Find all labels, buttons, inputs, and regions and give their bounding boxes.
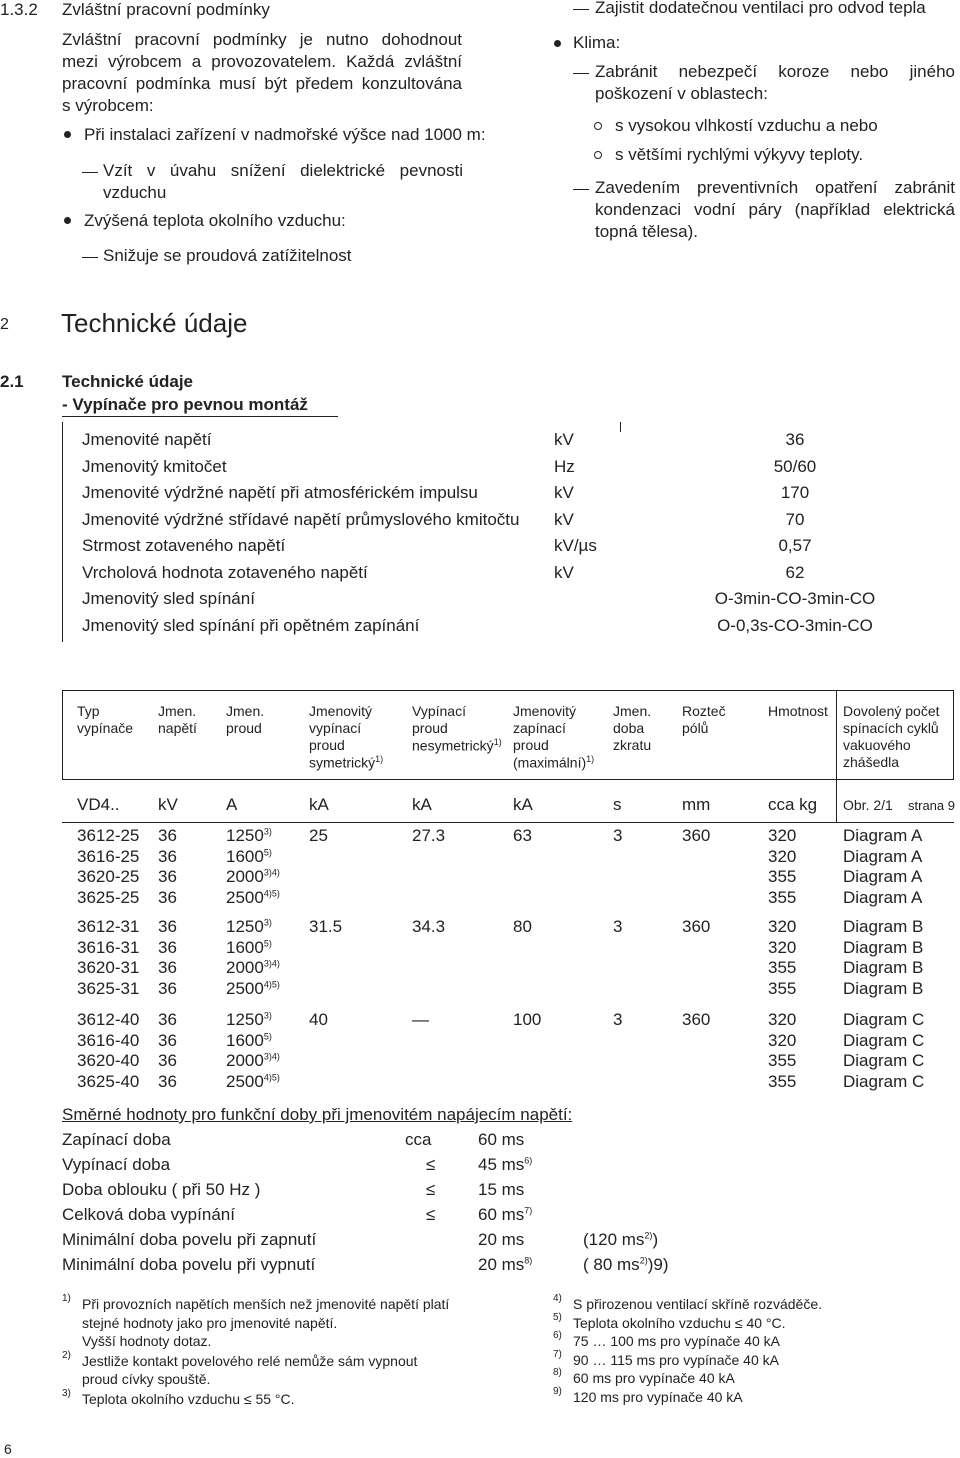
rating-value: O-0,3s-CO-3min-CO — [717, 615, 873, 635]
footnote-ref: 3) — [263, 826, 272, 837]
header-cell: Jmenovitý — [309, 703, 373, 719]
cell-type: 3616-40 — [77, 1030, 140, 1050]
cell-mass: 320 — [768, 937, 797, 957]
cell-mass: 320 — [768, 1010, 797, 1029]
header-cell: Hmotnost — [768, 703, 828, 719]
rating-value: 62 — [785, 562, 805, 582]
cell-type: 3625-40 — [77, 1071, 140, 1091]
rating-unit: kV — [554, 483, 574, 502]
unit-cell: s — [613, 795, 622, 814]
dash-mark — [573, 189, 589, 190]
rating-unit: kV — [554, 562, 574, 582]
cell-pole-pitch: 360 — [682, 1010, 711, 1029]
cell-diagram: Diagram B — [843, 958, 924, 977]
cell-type: 3620-31 — [77, 958, 140, 977]
cell-mass: 355 — [768, 887, 797, 907]
circle-text: s většími rychlými výkyvy teploty. — [615, 145, 864, 164]
footnote-ref: 3) — [263, 1010, 272, 1021]
cell-diagram: Diagram A — [843, 867, 923, 886]
rating-value: 70 — [785, 509, 805, 529]
unit-cell: kA — [309, 795, 329, 814]
dash-mark — [82, 172, 98, 173]
header-cell: zapínací — [513, 720, 566, 736]
footnote-text: Teplota okolního vzduchu ≤ 55 °C. — [82, 1390, 295, 1407]
rating-value: 0,57 — [778, 536, 812, 555]
footnote-ref: 3) — [263, 917, 272, 928]
unit-cell: A — [226, 795, 238, 814]
timing-label: Vypínací doba — [62, 1155, 171, 1174]
timing-value: 20 ms — [478, 1230, 525, 1249]
timing-extra: ( 80 $ms^{2)})9$) — [583, 1255, 669, 1274]
cell-diagram: Diagram A — [843, 887, 923, 907]
cell-type: 3616-25 — [77, 846, 140, 866]
header-cell: zhášedla — [843, 754, 900, 770]
header-cell: symetrický$^{1)}$ — [309, 754, 384, 771]
footnote-ref: 3)4) — [263, 958, 280, 969]
rating-label: Strmost zotaveného napětí — [82, 536, 286, 555]
header-cell: doba — [613, 720, 645, 736]
footnote-ref: 4)5) — [263, 1071, 280, 1082]
section-subtitle: - Vypínače pro pevnou montáž — [62, 395, 308, 414]
timing-value: 45 $ms^{6)}$ — [478, 1155, 533, 1174]
footnote-ref: 5) — [263, 937, 272, 948]
cell-amp: 1600$^{5)}$ — [226, 937, 272, 957]
circle-bullet — [594, 122, 602, 130]
intro-line: pracovní podmínka musí být předem konzultována — [62, 74, 462, 93]
header-cell: proud — [309, 737, 345, 753]
cell-amp: 1250$^{3)}$ — [226, 826, 272, 845]
cell-kv: 36 — [158, 937, 177, 957]
footnote-text: S přirozenou ventilací skříně rozváděče. — [573, 1296, 823, 1312]
cell-mass: 320 — [768, 1030, 797, 1050]
cell-pole-pitch: 360 — [682, 826, 711, 845]
dash-text: Snižuje se proudová zatížitelnost — [103, 246, 352, 265]
header-cell: pólů — [682, 720, 709, 736]
dash-text: topná tělesa). — [595, 222, 699, 241]
bullet-text: Při instalaci zařízení v nadmořské výšce nad 1000 m: — [84, 125, 486, 144]
dash-text: Vzít v úvahu snížení dielektrické pevnosti — [103, 161, 463, 180]
cell-duration: 3 — [613, 826, 623, 845]
cell-kv: 36 — [158, 1030, 177, 1050]
dash-text: poškození v oblastech: — [595, 84, 768, 103]
cell-kv: 36 — [158, 1071, 177, 1091]
dash-mark — [82, 257, 98, 258]
section-number: 2 — [0, 316, 9, 333]
table-header-bottom — [62, 779, 954, 780]
dash-mark — [573, 73, 589, 74]
cell-amp: 1250$^{3)}$ — [226, 1010, 272, 1029]
cell-amp: $2500^{4)5)}$ — [226, 887, 280, 907]
header-cell: Jmenovitý — [513, 703, 577, 719]
header-cell: Jmen. — [226, 703, 265, 719]
footnote-text: Vyšší hodnoty dotaz. — [82, 1333, 212, 1349]
intro-line: mezi výrobcem a provozovatelem. Každá zvláštní — [62, 52, 462, 71]
cell-make-current: 80 — [513, 917, 532, 936]
rating-label: Vrcholová hodnota zotaveného napětí — [82, 562, 368, 582]
cell-diagram: Diagram C — [843, 1030, 925, 1050]
cell-sym-current: 25 — [309, 826, 328, 845]
footnote-number: 2) — [62, 1349, 71, 1361]
header-cell: Typ — [77, 703, 100, 719]
unit-cell: kA — [513, 795, 533, 814]
bullet-dot — [64, 131, 71, 138]
cell-diagram: Diagram A — [843, 826, 923, 845]
cell-asym-current: 34.3 — [412, 917, 446, 936]
cell-type: 3625-25 — [77, 887, 140, 907]
cell-diagram: Diagram B — [843, 917, 924, 936]
cell-mass: 355 — [768, 958, 797, 977]
page-number: 6 — [4, 1441, 12, 1457]
bullet-text: Zvýšená teplota okolního vzduchu: — [84, 211, 346, 230]
footnote-number: 9) — [553, 1385, 562, 1397]
header-cell: vypínací — [309, 720, 362, 736]
cell-make-current: 100 — [513, 1010, 542, 1029]
timing-value: 20 $ms^{8)}$ — [478, 1255, 533, 1274]
rating-value: 170 — [780, 483, 810, 502]
cell-diagram: Diagram B — [843, 978, 924, 998]
cell-make-current: 63 — [513, 826, 532, 845]
footnote-text: 75 … 100 ms pro vypínače 40 kA — [573, 1333, 780, 1349]
header-cell: proud — [513, 737, 549, 753]
underline — [62, 416, 338, 417]
cell-kv: 36 — [158, 978, 177, 998]
cell-mass: 320 — [768, 846, 797, 866]
footnote-ref: 6) — [524, 1155, 533, 1166]
header-cell: zkratu — [613, 737, 652, 753]
footnote-ref: 1) — [493, 737, 502, 747]
footnote-text: Při provozních napětích menších než jmenovité napětí platí — [82, 1296, 450, 1312]
header-cell: napětí — [158, 720, 197, 736]
circle-text: s vysokou vlhkostí vzduchu a nebo — [615, 116, 878, 135]
timing-value: 60 ms — [478, 1130, 525, 1149]
cell-duration: 3 — [613, 1010, 623, 1029]
timing-label: Celková doba vypínání — [62, 1205, 235, 1224]
footnote-number: 6) — [553, 1330, 562, 1341]
section-number: 1.3.2 — [0, 0, 38, 19]
rating-label: Jmenovitý sled spínání — [82, 589, 255, 608]
timing-value: 60 $ms^{7)}$ — [478, 1205, 533, 1224]
header-cell: proud — [412, 720, 448, 736]
unit-cell: kV — [158, 795, 178, 814]
cell-mass: 355 — [768, 978, 797, 998]
cell-mass: 355 — [768, 1051, 797, 1070]
rating-unit: Hz — [554, 456, 575, 476]
cell-type: 3612-31 — [77, 917, 140, 936]
cell-pole-pitch: 360 — [682, 917, 711, 936]
rating-label: Jmenovité napětí — [82, 430, 212, 449]
header-cell: nesymetrický$^{1)}$ — [412, 737, 502, 754]
header-cell: spínacích cyklů — [843, 720, 939, 736]
unit-cell: strana 9 — [908, 798, 955, 813]
header-cell: proud — [226, 720, 262, 736]
cell-diagram: Diagram C — [843, 1051, 925, 1070]
rating-unit: kV/µs — [554, 536, 597, 555]
cell-amp: 1600$^{5)}$ — [226, 846, 272, 866]
timing-value: 15 ms — [478, 1180, 525, 1199]
col-sep — [836, 780, 837, 822]
rating-value: 50/60 — [773, 456, 817, 476]
footnote-number: 1) — [62, 1293, 71, 1304]
timing-label: Minimální doba povelu při zapnutí — [62, 1230, 317, 1249]
table-right-border — [953, 690, 954, 780]
cell-kv: 36 — [158, 1051, 177, 1070]
dash-text: Zajistit dodatečnou ventilaci pro odvod tepla — [595, 0, 926, 17]
cell-type: 3620-25 — [77, 867, 140, 886]
rating-value: O-3min-CO-3min-CO — [714, 589, 876, 608]
cell-amp: 1600$^{5)}$ — [226, 1030, 272, 1050]
header-cell: Dovolený počet — [843, 703, 940, 719]
footnote-ref: 1) — [375, 754, 384, 764]
section-number: 2.1 — [0, 372, 24, 391]
timing-label: Minimální doba povelu při vypnutí — [62, 1255, 316, 1274]
dash-text: kondenzaci vodní páry (například elektrická — [595, 200, 955, 219]
cell-amp: $2000^{3)4)}$ — [226, 958, 280, 977]
cell-type: 3620-40 — [77, 1051, 140, 1070]
timing-extra-tail: )9) — [647, 1255, 669, 1274]
timing-title: Směrné hodnoty pro funkční doby při jmenovitém napájecím napětí: — [62, 1105, 573, 1124]
footnote-ref: 7) — [524, 1205, 533, 1216]
rating-label: Jmenovitý kmitočet — [82, 456, 227, 476]
footnote-ref: 2) — [644, 1230, 653, 1241]
rating-unit: kV — [554, 430, 574, 449]
timing-relation: ≤ — [426, 1205, 436, 1224]
cell-amp: $2500^{4)5)}$ — [226, 1071, 280, 1091]
timing-extra: (120 $ms^{2)}$) — [583, 1230, 659, 1249]
footnote-text: stejné hodnoty jako pro jmenovité napětí. — [82, 1314, 338, 1331]
table-top-border — [62, 690, 954, 691]
cell-duration: 3 — [613, 917, 623, 936]
header-cell: vakuového — [843, 737, 911, 753]
dash-text: Zavedením preventivních opatření zabránit — [595, 178, 955, 197]
footnote-text: proud cívky spouště. — [82, 1371, 211, 1387]
footnote-number: 7) — [553, 1348, 562, 1360]
cell-kv: 36 — [158, 1010, 177, 1029]
header-cell: Rozteč — [682, 703, 726, 719]
footnote-ref: 1) — [586, 754, 595, 764]
cell-sym-current: 40 — [309, 1010, 328, 1029]
cell-type: 3612-25 — [77, 826, 140, 845]
footnote-ref: 4)5) — [263, 978, 280, 989]
bullet-text: Klima: — [573, 33, 621, 52]
header-cell: Vypínací — [412, 703, 466, 719]
footnote-ref: 3)4) — [263, 1051, 280, 1062]
cell-asym-current: — — [412, 1010, 429, 1029]
cell-asym-current: 27.3 — [412, 826, 446, 845]
section-title: Technické údaje — [61, 308, 248, 338]
rating-label: Jmenovité výdržné napětí při atmosférickém impulsu — [82, 483, 478, 502]
footnote-number: 8) — [553, 1367, 562, 1378]
footnote-text: Teplota okolního vzduchu ≤ 40 °C. — [573, 1314, 786, 1331]
cell-kv: 36 — [158, 958, 177, 977]
unit-cell: mm — [682, 795, 711, 814]
unit-cell: Obr. 2/1 — [843, 797, 893, 813]
footnote-text: 60 ms pro vypínače 40 kA — [573, 1370, 735, 1386]
cell-diagram: Diagram A — [843, 846, 923, 866]
cell-kv: 36 — [158, 867, 177, 886]
cell-diagram: Diagram C — [843, 1071, 925, 1091]
section-title: Technické údaje — [62, 372, 194, 391]
footnote-ref: 8) — [524, 1255, 533, 1266]
header-cell: (maximální)$^{1)}$ — [513, 754, 595, 771]
timing-label: Doba oblouku ( při 50 Hz ) — [62, 1180, 261, 1199]
header-cell: Jmen. — [158, 703, 197, 719]
unit-cell: cca kg — [768, 795, 818, 814]
timing-label: Zapínací doba — [62, 1130, 171, 1149]
footnote-text: 90 … 115 ms pro vypínače 40 kA — [573, 1351, 779, 1368]
timing-extra-tail: ) — [652, 1230, 659, 1249]
cell-amp: 1250$^{3)}$ — [226, 917, 272, 936]
cell-kv: 36 — [158, 826, 177, 845]
cell-kv: 36 — [158, 917, 177, 936]
cell-type: 3612-40 — [77, 1010, 140, 1029]
cell-mass: 355 — [768, 867, 797, 886]
cell-mass: 355 — [768, 1071, 797, 1091]
footnote-ref: 5) — [263, 846, 272, 857]
cell-diagram: Diagram C — [843, 1010, 925, 1029]
unit-cell: kA — [412, 795, 432, 814]
footnote-number: 5) — [553, 1311, 562, 1323]
cell-amp: $2000^{3)4)}$ — [226, 867, 280, 886]
table-units-bottom — [62, 822, 954, 823]
footnote-ref: 5) — [263, 1030, 272, 1041]
bullet-dot — [64, 217, 71, 224]
footnote-ref: 2) — [639, 1255, 648, 1266]
rating-label: Jmenovité výdržné střídavé napětí průmyslového kmitočtu — [82, 509, 520, 529]
col-sep — [836, 690, 837, 780]
bullet-dot — [554, 40, 561, 47]
dash-text: vzduchu — [103, 183, 167, 202]
cell-mass: 320 — [768, 826, 797, 845]
footnote-ref: 3)4) — [263, 867, 280, 878]
section-title: Zvláštní pracovní podmínky — [62, 0, 270, 19]
timing-relation: ≤ — [426, 1180, 436, 1199]
cell-mass: 320 — [768, 917, 797, 936]
header-cell: vypínače — [77, 720, 134, 736]
timing-relation: cca — [405, 1130, 432, 1149]
cell-type: 3625-31 — [77, 978, 140, 998]
footnote-text: 120 ms pro vypínače 40 kA — [573, 1388, 743, 1405]
intro-line: Zvláštní pracovní podmínky je nutno dohodnout — [62, 30, 462, 49]
cell-amp: $2500^{4)5)}$ — [226, 978, 280, 998]
cell-kv: 36 — [158, 887, 177, 907]
footnote-ref: 4)5) — [263, 887, 280, 898]
unit-cell: VD4.. — [77, 795, 120, 814]
cell-diagram: Diagram B — [843, 937, 924, 957]
rating-label: Jmenovitý sled spínání při opětném zapínání — [82, 615, 420, 635]
cell-sym-current: 31.5 — [309, 917, 343, 936]
footnote-text: Jestliže kontakt povelového relé nemůže sám vypnout — [82, 1352, 418, 1369]
timing-relation: ≤ — [426, 1155, 436, 1174]
circle-bullet — [594, 151, 602, 159]
table-left-border — [62, 690, 63, 780]
cell-type: 3616-31 — [77, 937, 140, 957]
rating-unit: kV — [554, 509, 574, 529]
rating-value: 36 — [785, 430, 805, 449]
dash-text: Zabránit nebezpečí koroze nebo jiného — [595, 62, 955, 81]
footnote-number: 4) — [553, 1293, 562, 1304]
dash-mark — [573, 9, 589, 10]
header-cell: Jmen. — [613, 703, 652, 719]
intro-line: s výrobcem: — [62, 96, 154, 115]
footnote-number: 3) — [62, 1387, 71, 1399]
cell-kv: 36 — [158, 846, 177, 866]
cell-amp: $2000^{3)4)}$ — [226, 1051, 280, 1070]
box-border-left — [62, 422, 63, 642]
